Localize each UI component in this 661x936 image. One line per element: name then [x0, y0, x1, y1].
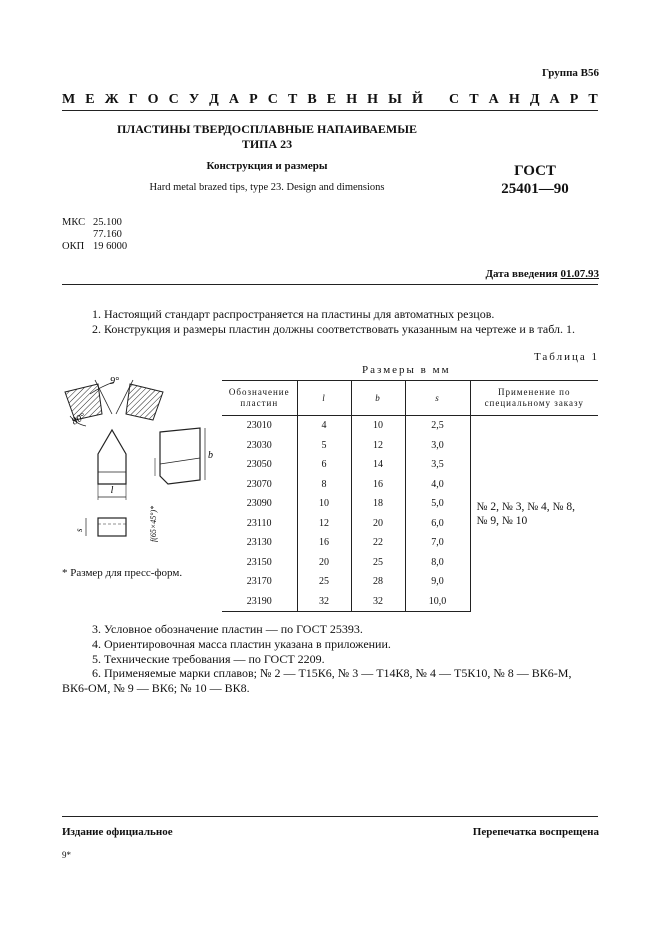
banner-letter: Д [529, 92, 540, 107]
dimensions-caption: Размеры в мм [362, 364, 451, 376]
cell-code: 23110 [246, 517, 272, 529]
banner-letter: О [147, 92, 159, 107]
chamfer-label: f(65×45°)* [149, 505, 158, 542]
banner-letter: Н [508, 92, 520, 107]
paragraph-5: 5. Технические требования — по ГОСТ 2209. [92, 652, 325, 666]
angle-view [65, 376, 163, 428]
cell-b: 22 [351, 533, 405, 553]
banner-letter: Ы [388, 92, 402, 107]
banner-letter: Ж [104, 92, 119, 107]
table-header-row [222, 381, 598, 416]
footnote: * Размер для пресс-форм. [62, 567, 183, 579]
cell-l: 16 [297, 533, 351, 553]
mks-value-1: 25.100 [93, 217, 122, 228]
cell-l: 32 [297, 592, 351, 612]
table-caption: Таблица 1 [533, 351, 599, 363]
angle-left-label: 80° [70, 411, 88, 428]
cell-l: 12 [297, 514, 351, 534]
mks-label: МКС [62, 217, 86, 228]
standard-banner [62, 92, 598, 108]
bottom-view [74, 518, 126, 536]
okp-value: 19 6000 [93, 241, 128, 252]
cell-code: 23170 [246, 576, 272, 588]
banner-letter: Т [588, 92, 598, 107]
document-subtitle: Конструкция и размеры [206, 160, 328, 172]
cell-l: 25 [297, 572, 351, 592]
intro-date-value: 01.07.93 [560, 268, 599, 280]
cell-code: 23150 [246, 556, 272, 568]
cell-l: 4 [297, 416, 351, 436]
english-title: Hard metal brazed tips, type 23. Design and dimensions [149, 182, 385, 193]
application-line-2: № 9, № 10 [476, 514, 528, 527]
right-hatched-wedge [126, 384, 163, 420]
cell-b: 32 [351, 592, 405, 612]
cell-b: 28 [351, 572, 405, 592]
cell-code: 23030 [246, 439, 272, 451]
cell-s: 6,0 [405, 514, 470, 534]
cell-b: 16 [351, 475, 405, 495]
dim-s-label: s [74, 528, 84, 532]
cell-code: 23070 [246, 478, 272, 490]
front-view [98, 430, 126, 500]
intro-date-label: Дата введения [485, 268, 558, 280]
banner-letter: М [62, 92, 76, 107]
banner-letter: А [488, 92, 499, 107]
cell-b: 20 [351, 514, 405, 534]
banner-letter: Й [411, 92, 423, 107]
cell-s: 5,0 [405, 494, 470, 514]
banner-letter: Н [346, 92, 358, 107]
gost-designation [485, 162, 585, 198]
title-line-1: ПЛАСТИНЫ ТВЕРДОСПЛАВНЫЕ НАПАИВАЕМЫЕ [116, 122, 418, 136]
banner-letter: Д [209, 92, 219, 107]
group-code: Группа В56 [541, 67, 599, 79]
header-rule [62, 110, 598, 111]
gost-label: ГОСТ [514, 163, 556, 179]
dim-l-label: l [110, 485, 114, 496]
paragraph-6-line-2: ВК6-ОМ, № 9 — ВК6; № 10 — ВК8. [62, 681, 250, 695]
cell-s: 3,0 [405, 436, 470, 456]
banner-letter: Р [569, 92, 579, 107]
banner-letter: Г [128, 92, 138, 107]
cell-l: 8 [297, 475, 351, 495]
mks-value-2: 77.160 [93, 229, 122, 240]
document-title [62, 122, 472, 152]
banner-letter: С [168, 92, 179, 107]
header-designation: Обозначение пластин [222, 381, 297, 416]
cell-s: 7,0 [405, 533, 470, 553]
cell-application [470, 416, 598, 612]
header-b: b [351, 381, 405, 416]
title-line-2: ТИПА 23 [241, 137, 293, 151]
cell-code: 23090 [246, 498, 272, 510]
cell-s: 9,0 [405, 572, 470, 592]
cell-l: 10 [297, 494, 351, 514]
banner-letter: В [307, 92, 317, 107]
banner-letter [433, 92, 439, 108]
cell-l: 5 [297, 436, 351, 456]
banner-letter: Е [85, 92, 95, 107]
cell-s: 8,0 [405, 553, 470, 573]
banner-letter: Н [367, 92, 379, 107]
cell-code: 23050 [246, 459, 272, 471]
dimensions-table [222, 380, 598, 612]
paragraph-4: 4. Ориентировочная масса пластин указана в приложении. [92, 637, 391, 651]
paragraph-2: 2. Конструкция и размеры пластин должны соответствовать указанным на чертеже и в табл. 1. [92, 322, 575, 336]
header-l: l [297, 381, 351, 416]
table-row [222, 416, 598, 436]
dim-b-label: b [208, 450, 213, 461]
banner-letter: Е [326, 92, 337, 107]
okp-label: ОКП [62, 241, 85, 252]
intro-rule [62, 284, 598, 285]
page-mark: 9* [62, 850, 71, 860]
official-edition: Издание официальное [62, 826, 173, 838]
banner-letter: А [549, 92, 560, 107]
cell-code: 23190 [222, 592, 297, 612]
cell-s: 4,0 [405, 475, 470, 495]
cell-b: 10 [351, 416, 405, 436]
application-line-1: № 2, № 3, № 4, № 8, [476, 500, 576, 513]
banner-letter: С [267, 92, 278, 107]
side-view [149, 428, 213, 542]
banner-letter: У [188, 92, 200, 107]
cell-code: 23010 [246, 420, 272, 432]
paragraph-1: 1. Настоящий стандарт распространяется на пластины для автоматных резцов. [92, 307, 495, 321]
cell-s: 10,0 [405, 592, 470, 612]
header-application: Применение по специальному заказу [470, 381, 598, 416]
cell-b: 12 [351, 436, 405, 456]
paragraph-6-line-1: 6. Применяемые марки сплавов; № 2 — Т15К6, № 3 — Т14К8, № 4 — Т5К10, № 8 — ВК6-М, [92, 666, 572, 680]
reprint-prohibited: Перепечатка воспрещена [472, 826, 599, 838]
cell-l: 20 [297, 553, 351, 573]
footer-rule [62, 816, 598, 817]
banner-letter: Т [469, 92, 479, 107]
introduction-date [485, 268, 599, 280]
classification-codes [62, 217, 127, 253]
gost-number: 25401—90 [501, 181, 569, 197]
cell-b: 14 [351, 455, 405, 475]
paragraph-3: 3. Условное обозначение пластин — по ГОСТ 25393. [92, 622, 363, 636]
header-s: s [405, 381, 470, 416]
banner-letter: Р [249, 92, 258, 107]
cell-b: 25 [351, 553, 405, 573]
banner-letter: А [228, 92, 240, 107]
cell-b: 18 [351, 494, 405, 514]
cell-s: 2,5 [405, 416, 470, 436]
banner-letter: С [449, 92, 460, 107]
cell-s: 3,5 [405, 455, 470, 475]
banner-letter: Т [287, 92, 298, 107]
cell-l: 6 [297, 455, 351, 475]
plate-drawing [60, 372, 220, 568]
angle-top-label: 9° [110, 376, 119, 387]
cell-code: 23130 [246, 537, 272, 549]
